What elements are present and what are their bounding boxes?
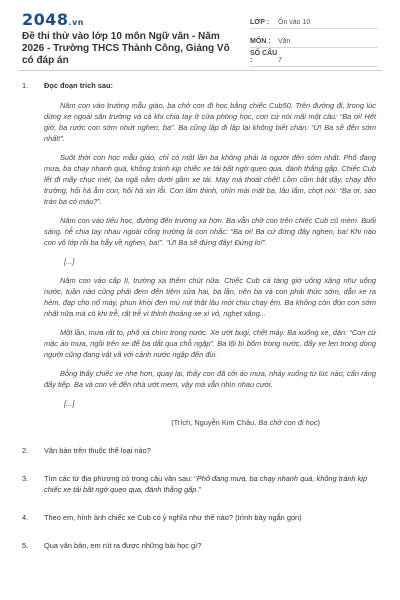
question-1 [22, 80, 382, 91]
header-divider [18, 70, 382, 71]
question-number: 4. [22, 513, 29, 522]
question-text: Đọc đoạn trích sau: [44, 81, 113, 90]
question-5 [22, 540, 382, 551]
logo-suffix: .vn [68, 18, 84, 27]
question-4 [22, 512, 382, 523]
passage-paragraph: Năm con vào trường mẫu giáo, ba chở con đi học bằng chiếc Cub50. Trên đường đi, trong lúc dừng xe ngoài sân trường và cả khi chia tay ở cửa phòng học, con cứ nói mãi một câu: “Ba ơi! Hết giờ, ba rước con sớm nhứt nghen, ba”. Ba cũng lặp đi lặp lại không biết chán: “Ừ! Ba sẽ đến sớm nhất!”. [44, 101, 376, 143]
passage-paragraph: Năm con vào cấp II, trường xa thêm chút nữa. Chiếc Cub cà tàng giờ uống xăng như uống nước, tuần nào cũng phải đem đến tiệm sửa hai, ba lần, nên ba và con phải thức sớm, dẫn xe ra hẻm, đạp cho nổ máy, phun khói đen mù mịt thật lâu mới chịu chạy êm. Ba không còn đón con sớm nhất nữa mà có khi trễ, rất trễ vì thỉnh thoảng xe xì vỏ, nghẹt xăng... [44, 276, 376, 318]
passage-source [44, 417, 376, 428]
question-number: 2. [22, 446, 29, 455]
meta-label-subject: MÔN : [250, 38, 271, 45]
passage-ellipsis: [...] [64, 399, 75, 408]
question-quote: Phố đang mưa, ba chạy nhanh quá, không tránh kịp chiếc xe tải bất ngờ quẹo qua, đánh thắng gấp. [44, 474, 368, 494]
meta-row-subject [250, 33, 378, 48]
question-number: 3. [22, 474, 29, 483]
passage-ellipsis: [...] [64, 257, 75, 266]
site-logo[interactable] [22, 10, 84, 29]
meta-row-question-count [250, 52, 378, 67]
logo-text: 2048 [22, 10, 69, 29]
question-text [44, 474, 367, 494]
passage-paragraph: Suốt thời con học mẫu giáo, chỉ có một lần ba không phải là người đến sớm nhất. Phố đang mưa, ba chạy nhanh quá, không tránh kịp chiếc xe tải bất ngờ quẹo qua, đánh thắng gấp. Chiếc Cub lết đi mấy chục mét, ba ngã nằm dưới gầm xe tải. May mà thoát chết! Lồm cồm bật dậy, chạy đến trường, hối hả ẵm con, hối hả xin lỗi. Con lấm thinh, nhìn mái mặt ba, lâu lắm, chợt nói: “Ba ơi, sao trán ba có máu?”. [44, 153, 376, 206]
question-text: Theo em, hình ảnh chiếc xe Cub có ý nghĩa như thế nào? (trình bày ngắn gọn) [44, 513, 302, 522]
source-title: Ba chở con đi học [258, 418, 318, 427]
document-title: Đề thi thử vào lớp 10 môn Ngữ văn - Năm 2026 - Trường THCS Thành Công, Giảng Võ có đáp án [22, 31, 230, 66]
meta-row-class [250, 14, 378, 29]
source-suffix: ) [317, 418, 320, 427]
question-2 [22, 445, 382, 456]
question-number: 1. [22, 81, 29, 90]
meta-value-question-count: 7 [278, 57, 282, 64]
meta-value-subject: Văn [278, 38, 291, 45]
source-prefix: (Trích, Nguyễn Kim Châu, [171, 418, 259, 427]
question-text-suffix: ” [198, 485, 201, 494]
passage-paragraph: Một lần, mưa rất to, phố xá chìm trong nước. Xe ướt bugi, chết máy. Ba xuống xe, dặn: “Con cứ mặc áo mưa, ngồi trên xe để ba dắt qua chỗ ngập”. Ba lội bì bõm trong nước, đẩy xe len trong dòng người cũng đang vật vã với cảnh nước ngập đến đùi. [44, 328, 376, 359]
question-text-prefix: Tìm các từ địa phương có trong câu văn sau: “ [44, 474, 197, 483]
exam-content [22, 80, 382, 551]
question-text: Văn bản trên thuộc thể loại nào? [44, 446, 151, 455]
passage-paragraph: Bỗng thấy chiếc xe nhẹ hơn, quay lại, thấy con đã cởi áo mưa, nhảy xuống từ lúc nào, cẩn răng đẩy tiếp. Ba và con về đến nhà ướt mem, vậy mà vẫn nhìn nhau cười. [44, 369, 376, 389]
reading-passage [22, 100, 382, 428]
passage-paragraph: Năm con vào tiểu học, đường đến trường xa hơn. Ba vẫn chở con trên chiếc Cub cũ mèm. Buổi sáng, hễ chia tay nhau ngoài cổng trường là con nhắc: “Ba ơi! Ba cứ đứng đây nghen, ba! Khi nào con vô lớp rồi ba hẵy về nghen, ba!”. “Ừ! Ba sẽ đứng đây! Đứng lo!”. [44, 216, 376, 247]
question-3 [22, 473, 382, 495]
document-header [0, 0, 400, 66]
meta-label-question-count: SỐ CÂU : [250, 50, 278, 64]
question-number: 5. [22, 541, 29, 550]
document-meta [250, 14, 378, 71]
meta-value-class: Ôn vào 10 [278, 19, 311, 26]
meta-label-class: LỚP : [250, 19, 270, 26]
question-text: Qua văn bản, em rút ra được những bài học gì? [44, 541, 202, 550]
